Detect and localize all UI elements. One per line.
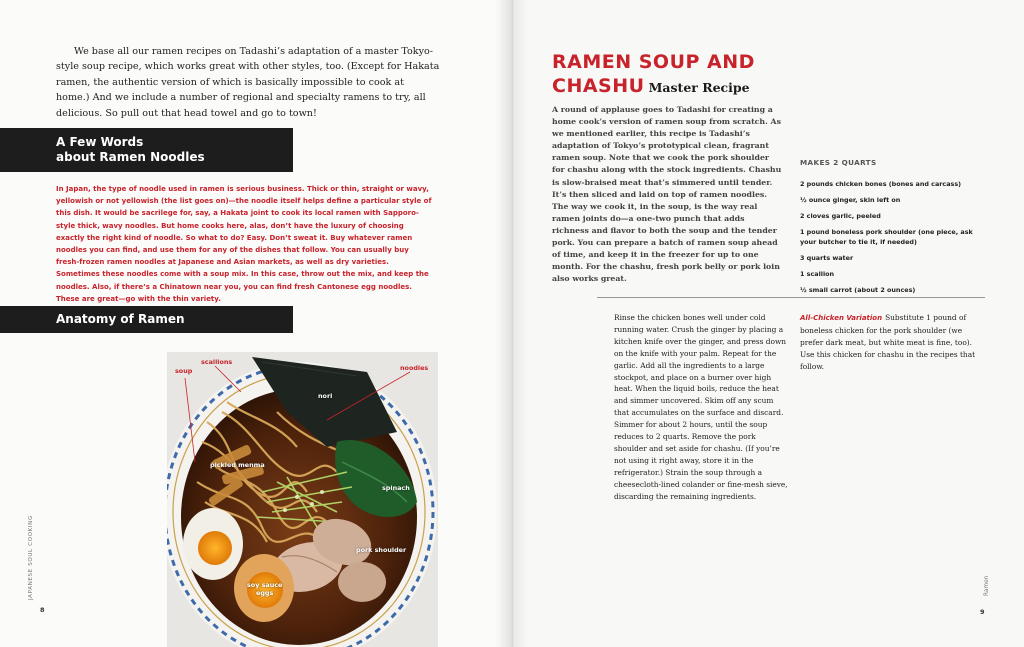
label-noodles: noodles xyxy=(400,364,429,372)
side-title-text: Ramen xyxy=(984,575,990,596)
recipe-title-line-1: RAMEN SOUP AND xyxy=(552,51,755,73)
ingredient-item: 3 quarts water xyxy=(800,253,854,262)
noodles-paragraph: In Japan, the type of noodle used in ramen is serious business. Thick or thin, straight or wavy, yellowish or not yellowish (the list goes on)—the noodle itself helps define a particular style of this dish. It would be sacrilege for, say, a Hakata joint to cook its local ramen with Sapporo-style thick, wavy noodles. But home cooks here, alas, don’t have the luxury of choosing exactly the right kind of noodle. So what to do? Easy. Don’t sweat it. Buy whatever ramen noodles you can find, and use them for any of the dishes that follow. You can usually buy fresh-frozen ramen noodles at Japanese and Asian markets, as well as dry varieties. Sometimes these noodles come with a soup mix. In this case, throw out the mix, and keep the noodles. Also, if there’s a Chinatown near you, you can find fresh Cantonese egg noodles. These are great—go with the thin variety. xyxy=(56,185,432,303)
variation-note xyxy=(800,312,978,373)
section-heading-line-1: A Few Words xyxy=(56,135,144,149)
running-side-title-left xyxy=(26,500,36,600)
ramen-photo xyxy=(167,352,438,647)
page-number-right: 9 xyxy=(980,608,985,616)
recipe-method: Rinse the chicken bones well under cold running water. Crush the ginger by placing a kitchen knife over the ginger, and press down on the knife with your palm. Repeat for the garlic. Add all the ingredients to a large stockpot, and place on a burner over high heat. When the liquid boils, reduce the heat and simmer uncovered. Skim off any scum that accumulates on the surface and discard. Simmer for about 2 hours, until the soup reduces to 2 quarts. Remove the pork shoulder and set aside for chashu. (If you’re not using it right away, store it in the refrigerator.) Strain the soup through a cheesecloth-lined colander or fine-mesh sieve, discarding the remaining ingredients. xyxy=(614,313,788,501)
ingredient-item: 1 scallion xyxy=(800,269,835,278)
label-nori: nori xyxy=(318,392,333,400)
variation-text: Substitute 1 pound of boneless chicken for the pork shoulder (we prefer dark meat, but white meat is fine, too). Use this chicken for chashu in the recipes that follow. xyxy=(800,313,976,371)
recipe-title xyxy=(552,50,852,100)
section-heading-noodles xyxy=(0,128,293,172)
ingredient-item: ½ small carrot (about 2 ounces) xyxy=(800,285,916,294)
label-soy-sauce: soy sauce xyxy=(247,581,283,589)
label-soup: soup xyxy=(175,367,193,375)
label-pork-shoulder: pork shoulder xyxy=(356,546,407,554)
ingredient-list xyxy=(800,180,985,302)
label-spinach: spinach xyxy=(382,484,410,492)
section-heading-anatomy: Anatomy of Ramen xyxy=(0,306,293,333)
label-pickled-menma: pickled menma xyxy=(210,461,265,469)
ramen-bowl-illustration xyxy=(167,352,438,647)
variation-title: All-Chicken Variation xyxy=(800,314,883,322)
ingredient-item: 2 cloves garlic, peeled xyxy=(800,212,881,221)
intro-paragraph: We base all our ramen recipes on Tadashi’s adaptation of a master Tokyo-style soup recipe, which works great with other styles, too. (Except for Hakata ramen, the authentic version of which is basically impossible to cook at home.) And we include a number of regional and specialty ramens to try, all delicious. So pull out that head towel and go to town! xyxy=(56,46,440,119)
page-number-left: 8 xyxy=(40,606,45,614)
label-scallions: scallions xyxy=(201,358,233,366)
ingredient-item: ½ ounce ginger, skin left on xyxy=(800,196,901,205)
divider-rule xyxy=(597,297,985,298)
label-eggs: eggs xyxy=(256,589,274,597)
ingredient-item: 2 pounds chicken bones (bones and carcass) xyxy=(800,180,962,188)
recipe-subtitle: Master Recipe xyxy=(648,80,750,95)
side-title-text: JAPANESE SOUL COOKING xyxy=(28,515,34,600)
section-heading-line-2: about Ramen Noodles xyxy=(56,150,205,164)
ingredient-item: 1 pound boneless pork shoulder (one piece, ask your butcher to tie it, if needed) xyxy=(800,228,973,246)
recipe-title-line-2: CHASHU xyxy=(552,75,645,97)
recipe-intro: A round of applause goes to Tadashi for creating a home cook’s version of ramen soup from scratch. As we mentioned earlier, this recipe is Tadashi’s adaptation of Tokyo’s prototypical clean, fragrant ramen soup. Note that we cook the pork shoulder for chashu along with the stock ingredients. Chashu is slow-braised meat that’s simmered until tender. It’s then sliced and laid on top of ramen noodles. The way we cook it, in the soup, is the way real ramen joints do—a one-two punch that adds richness and flavor to both the soup and the tender pork. You can prepare a batch of ramen soup ahead of time, and keep it in the freezer for up to one month. For the chashu, fresh pork belly or pork loin also works great. xyxy=(552,105,782,284)
recipe-yield: MAKES 2 QUARTS xyxy=(800,158,877,167)
running-side-title-right xyxy=(982,566,992,596)
